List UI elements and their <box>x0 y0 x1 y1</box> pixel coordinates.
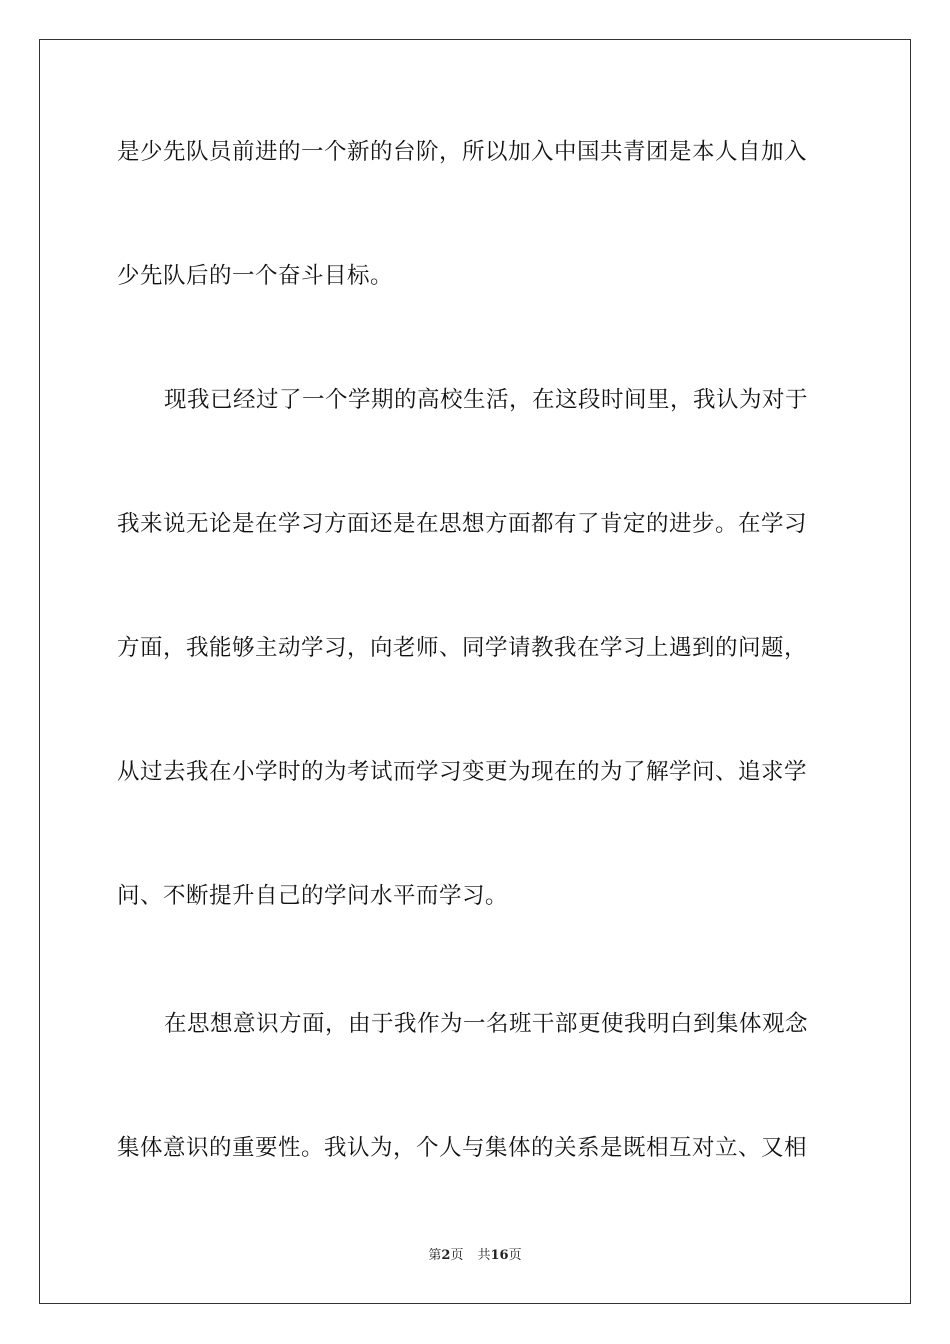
page-number-prefix: 第 <box>428 1248 442 1263</box>
body-text-line: 现我已经过了一个学期的高校生活，在这段时间里，我认为对于 <box>164 387 809 413</box>
body-text-line: 在思想意识方面，由于我作为一名班干部更使我明白到集体观念 <box>164 1011 809 1037</box>
body-text-line: 少先队后的一个奋斗目标。 <box>117 263 394 289</box>
body-text-line: 问、不断提升自己的学问水平而学习。 <box>117 883 509 909</box>
total-pages-suffix: 页 <box>508 1248 522 1263</box>
page-number-suffix: 页 <box>450 1248 464 1263</box>
total-pages-prefix: 共 <box>477 1248 491 1263</box>
body-text-line: 方面，我能够主动学习，向老师、同学请教我在学习上遇到的问题， <box>117 635 808 661</box>
body-text-line: 集体意识的重要性。我认为，个人与集体的关系是既相互对立、又相 <box>117 1135 808 1161</box>
body-text-line: 我来说无论是在学习方面还是在思想方面都有了肯定的进步。在学习 <box>117 511 808 537</box>
body-text-line: 从过去我在小学时的为考试而学习变更为现在的为了解学问、追求学 <box>117 759 808 785</box>
page-number: 2 <box>441 1248 451 1263</box>
page-border <box>39 39 911 1304</box>
total-pages: 16 <box>490 1248 509 1263</box>
page-footer <box>0 1247 950 1265</box>
body-text-line: 是少先队员前进的一个新的台阶，所以加入中国共青团是本人自加入 <box>117 139 808 165</box>
